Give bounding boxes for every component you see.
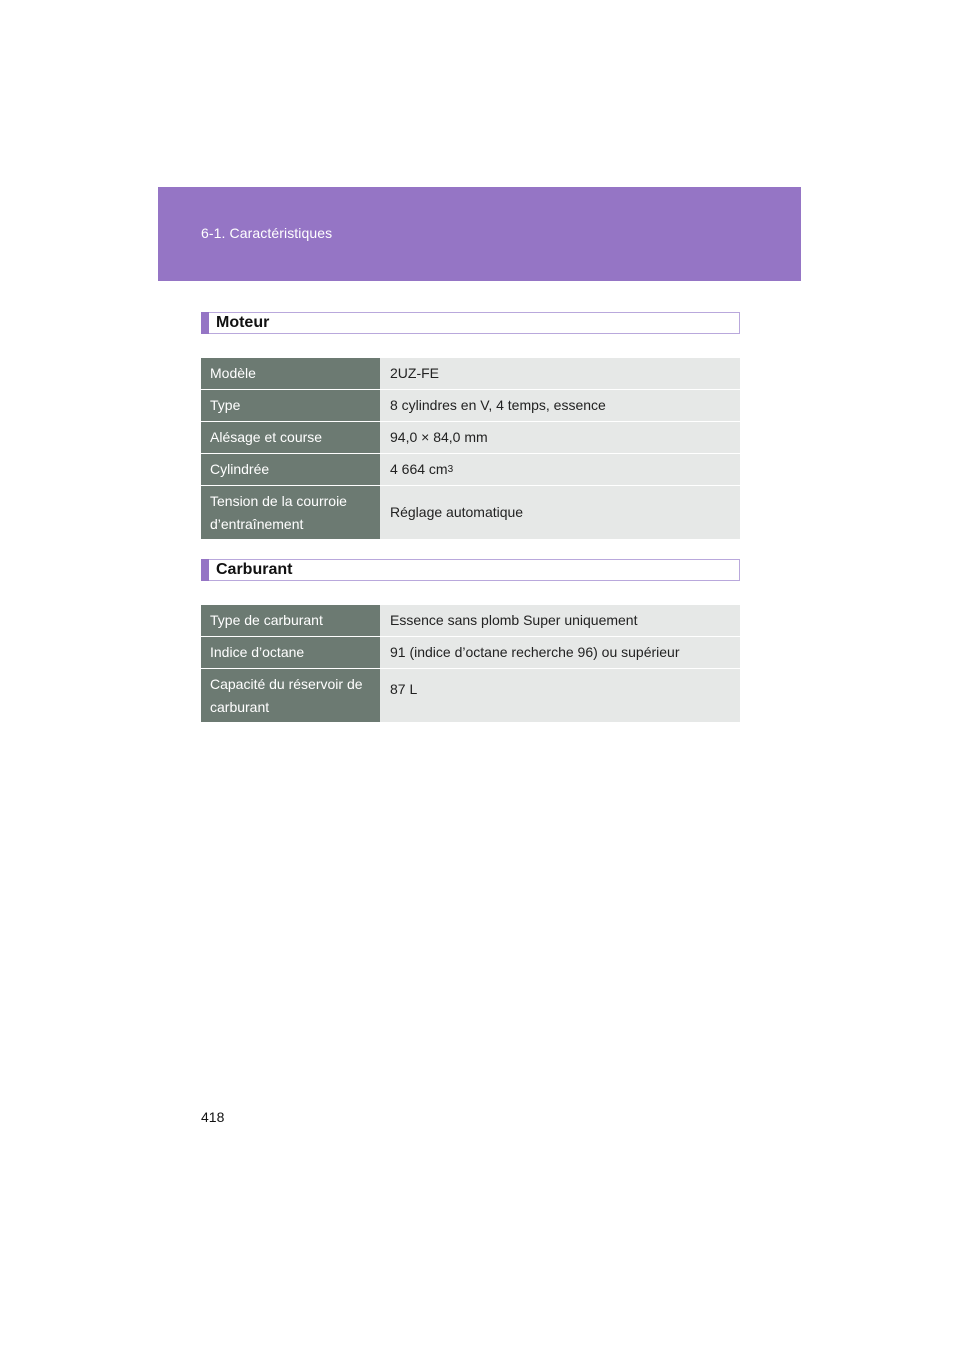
spec-key: Tension de la courroie d’entraînement (201, 486, 380, 539)
displacement-value: 4 664 cm (390, 461, 448, 477)
section-accent-bar (201, 559, 209, 581)
breadcrumb: 6-1. Caractéristiques (201, 225, 333, 241)
spec-key: Modèle (201, 358, 380, 389)
spec-value: 91 (indice d’octane recherche 96) ou supérieur (380, 637, 740, 668)
spec-key: Cylindrée (201, 454, 380, 485)
spec-key: Type de carburant (201, 605, 380, 636)
spec-key: Type (201, 390, 380, 421)
section-accent-bar (201, 312, 209, 334)
spec-value: 8 cylindres en V, 4 temps, essence (380, 390, 740, 421)
section-title-label: Moteur (216, 314, 270, 331)
spec-table-moteur (201, 358, 740, 539)
section-title-label: Carburant (216, 561, 293, 578)
table-row (201, 454, 740, 486)
table-row (201, 358, 740, 390)
spec-key: Capacité du réservoir de carburant (201, 669, 380, 722)
chapter-header (158, 187, 801, 281)
table-row (201, 486, 740, 539)
spec-table-carburant (201, 605, 740, 722)
table-row (201, 605, 740, 637)
spec-value: Essence sans plomb Super uniquement (380, 605, 740, 636)
page-number: 418 (201, 1109, 225, 1125)
spec-key: Indice d’octane (201, 637, 380, 668)
unit-superscript: 3 (447, 464, 454, 475)
table-row (201, 390, 740, 422)
spec-key: Alésage et course (201, 422, 380, 453)
section-title-carburant (201, 559, 740, 581)
section-title-moteur (201, 312, 740, 334)
table-row (201, 422, 740, 454)
spec-value-displacement (380, 454, 740, 485)
table-row (201, 637, 740, 669)
spec-value: 87 L (380, 669, 740, 722)
table-row (201, 669, 740, 722)
spec-value: 94,0 × 84,0 mm (380, 422, 740, 453)
spec-value: 2UZ-FE (380, 358, 740, 389)
spec-value: Réglage automatique (380, 486, 740, 539)
